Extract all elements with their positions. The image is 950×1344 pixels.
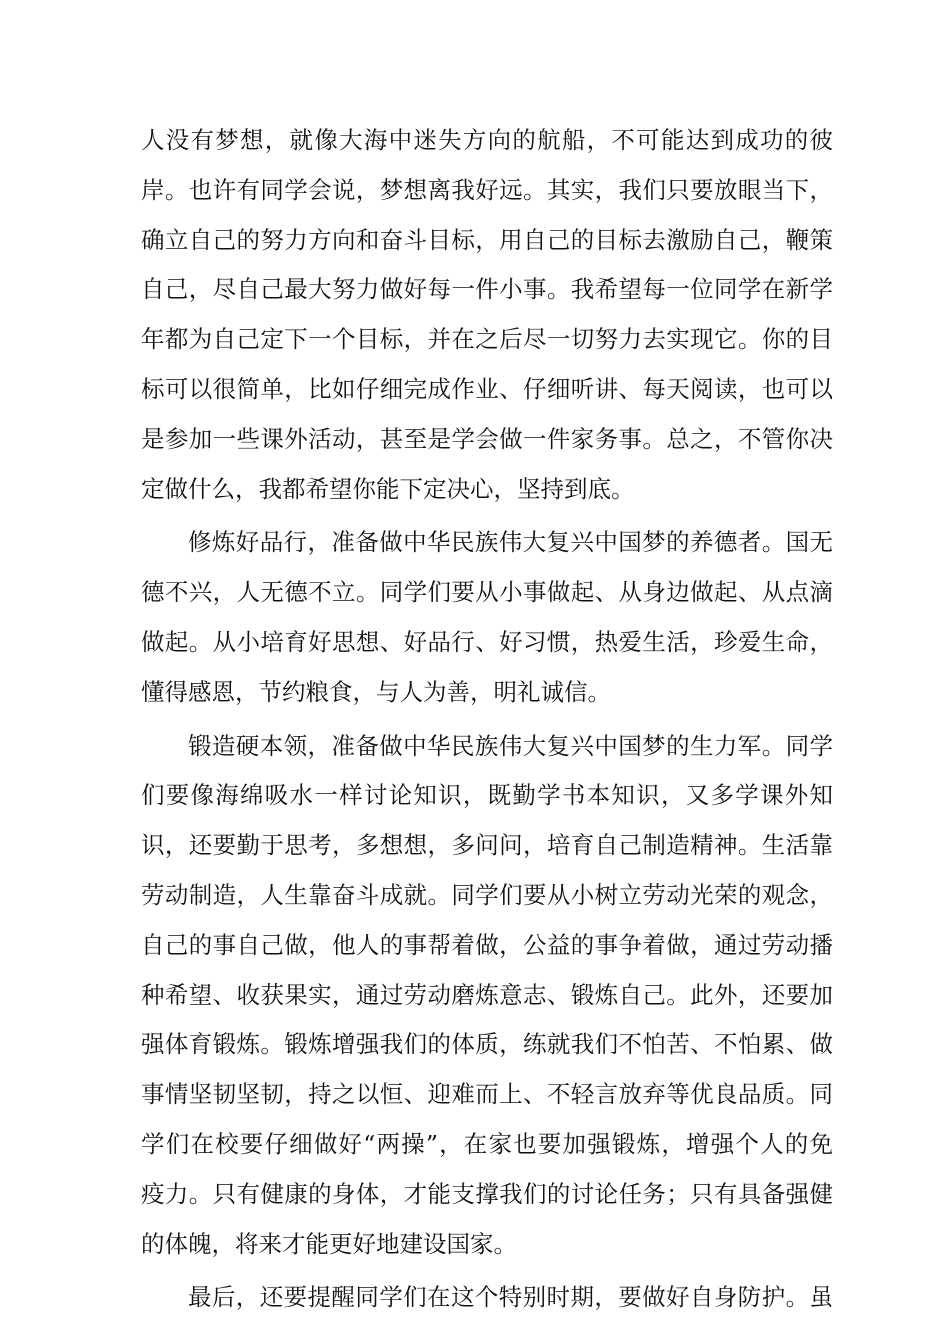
text-line: 种希望、收获果实，通过劳动磨炼意志、锻炼自己。此外，还要加 xyxy=(141,980,833,1009)
text-line: 的体魄，将来才能更好地建设国家。 xyxy=(141,1229,517,1258)
text-line: 做起。从小培育好思想、好品行、好习惯，热爱生活，珍爱生命， xyxy=(141,627,833,656)
text-line: 标可以很简单，比如仔细完成作业、仔细听讲、每天阅读，也可以 xyxy=(141,374,833,403)
text-line: 人没有梦想，就像大海中迷失方向的航船，不可能达到成功的彼 xyxy=(141,126,833,154)
text-line: 学们在校要仔细做好“两操”，在家也要加强锻炼，增强个人的免 xyxy=(141,1129,833,1158)
text-line: 识，还要勤于思考，多想想，多问问，培育自己制造精神。生活靠 xyxy=(141,831,833,860)
text-line: 事情坚韧坚韧，持之以恒、迎难而上、不轻言放弃等优良品质。同 xyxy=(141,1080,833,1109)
text-line: 最后，还要提醒同学们在这个特别时期，要做好自身防护。虽 xyxy=(188,1283,833,1312)
paragraph xyxy=(141,518,833,717)
paragraph xyxy=(141,722,833,1270)
text-line: 岸。也许有同学会说，梦想离我好远。其实，我们只要放眼当下， xyxy=(141,175,833,204)
text-line: 修炼好品行，准备做中华民族伟大复兴中国梦的养德者。国无 xyxy=(188,528,833,557)
text-line: 定做什么，我都希望你能下定决心，坚持到底。 xyxy=(141,474,635,503)
document-body xyxy=(141,116,833,1323)
text-line: 疫力。只有健康的身体，才能支撑我们的讨论任务；只有具备强健 xyxy=(141,1179,833,1208)
paragraph xyxy=(141,1273,833,1323)
paragraph xyxy=(141,116,833,514)
text-line: 是参加一些课外活动，甚至是学会做一件家务事。总之，不管你决 xyxy=(141,424,833,453)
text-line: 确立自己的努力方向和奋斗目标，用自己的目标去激励自己，鞭策 xyxy=(141,225,833,254)
text-line: 们要像海绵吸水一样讨论知识，既勤学书本知识，又多学课外知 xyxy=(141,781,833,810)
text-line: 强体育锻炼。锻炼增强我们的体质，练就我们不怕苦、不怕累、做 xyxy=(141,1030,833,1059)
text-line: 劳动制造，人生靠奋斗成就。同学们要从小树立劳动光荣的观念， xyxy=(141,880,833,909)
text-line: 懂得感恩，节约粮食，与人为善，明礼诚信。 xyxy=(141,677,611,706)
text-line: 锻造硬本领，准备做中华民族伟大复兴中国梦的生力军。同学 xyxy=(188,731,833,760)
text-line: 年都为自己定下一个目标，并在之后尽一切努力去实现它。你的目 xyxy=(141,325,833,354)
text-line: 自己的事自己做，他人的事帮着做，公益的事争着做，通过劳动播 xyxy=(141,930,833,959)
text-line: 自己，尽自己最大努力做好每一件小事。我希望每一位同学在新学 xyxy=(141,275,833,304)
text-line: 德不兴，人无德不立。同学们要从小事做起、从身边做起、从点滴 xyxy=(141,578,833,607)
